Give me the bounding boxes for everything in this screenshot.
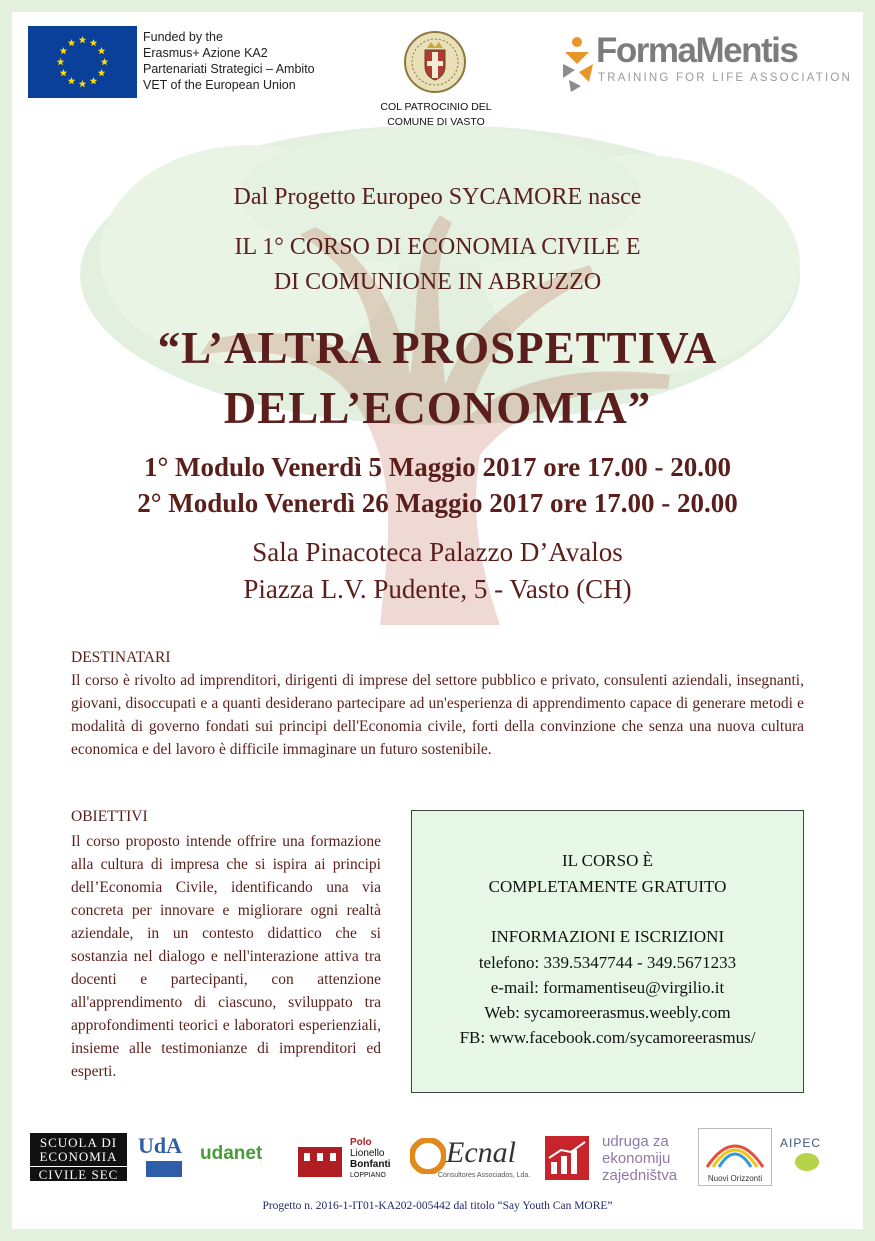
obiettivi-heading: OBIETTIVI — [71, 808, 148, 825]
eu-star-icon — [68, 39, 76, 46]
eu-star-icon — [79, 80, 87, 87]
udruga-line: udruga za — [602, 1133, 669, 1150]
sec-logo-line: CIVILE SEC — [30, 1166, 127, 1182]
eu-star-icon — [79, 36, 87, 43]
uda-logo — [138, 1133, 193, 1181]
phone-contact: telefono: 339.5347744 - 349.5671233 — [478, 953, 737, 972]
sec-logo-line: ECONOMIA — [39, 1149, 118, 1164]
polo-line: LOPPIANO — [350, 1172, 386, 1179]
formamentis-logo-icon — [559, 34, 599, 94]
free-course-line2: COMPLETAMENTE GRATUITO — [488, 877, 727, 896]
udanet-logo-text: udanet — [200, 1143, 263, 1164]
eu-star-icon — [101, 58, 109, 65]
course-name-line1: IL 1° CORSO DI ECONOMIA CIVILE E — [234, 234, 641, 260]
nuovi-orizzonti-text: Nuovi Orizzonti — [707, 1174, 763, 1183]
red-chart-logo-icon — [545, 1136, 589, 1180]
vasto-crest-icon — [403, 30, 467, 94]
course-name-line2: DI COMUNIONE IN ABRUZZO — [273, 269, 602, 295]
funding-statement — [143, 29, 315, 93]
sec-logo-line: SCUOLA DI — [39, 1135, 118, 1150]
sec-logo — [30, 1133, 127, 1181]
project-footer: Progetto n. 2016-1-IT01-KA202-005442 dal titolo “Say Youth Can MORE” — [262, 1200, 613, 1212]
polo-building-icon — [296, 1139, 344, 1179]
ecnal-logo-text: Ecnal — [446, 1136, 516, 1169]
polo-line: Lionello — [350, 1148, 385, 1159]
facebook-link[interactable]: FB: www.facebook.com/sycamoreerasmus/ — [459, 1028, 756, 1047]
destinatari-text: Il corso è rivolto ad imprenditori, dirigenti di imprese del settore pubblico e privato, consulenti aziendali, insegnanti, giovani, disoccupati e a quanti desiderano partecipare ad un'esperienza di apprendimento capace di generare metodi e modalità di governo fondati sui principi dell'Economia civile, forti della convinzione che senza una nuova cultura economica e del lavoro è difficile immaginare un futuro sostenibile. — [71, 672, 804, 758]
course-title-line2: DELL’ECONOMIA” — [223, 383, 652, 433]
eu-star-icon — [98, 69, 106, 76]
udruga-line: zajedništva — [602, 1167, 678, 1184]
udruga-logo — [602, 1133, 677, 1184]
eu-star-icon — [57, 58, 65, 65]
eu-star-icon — [90, 77, 98, 84]
udruga-line: ekonomiju — [602, 1150, 671, 1167]
ecnal-logo — [410, 1136, 534, 1182]
ecnal-swirl-icon — [410, 1138, 446, 1174]
module-2-schedule: 2° Modulo Venerdì 26 Maggio 2017 ore 17.00 - 20.00 — [137, 488, 738, 518]
funding-line: Erasmus+ Azione KA2 — [143, 46, 268, 60]
uda-building-icon — [146, 1161, 182, 1177]
polo-text — [350, 1137, 391, 1181]
email-contact: e-mail: formamentiseu@virgilio.it — [490, 978, 725, 997]
web-link[interactable]: Web: sycamoreerasmus.weebly.com — [484, 1003, 731, 1022]
patronage-line: COL PATROCINIO DEL — [380, 101, 492, 113]
ecnal-subtitle: Consultores Associados, Lda. — [438, 1172, 531, 1179]
eu-star-icon — [98, 47, 106, 54]
eu-star-icon — [60, 69, 68, 76]
eu-stars-icon — [28, 26, 137, 98]
rainbow-icon — [699, 1129, 771, 1169]
aipec-logo — [780, 1136, 840, 1180]
headline-intro: Dal Progetto Europeo SYCAMORE nasce — [233, 184, 642, 210]
funding-line: Partenariati Strategici – Ambito — [143, 62, 315, 76]
venue-address: Piazza L.V. Pudente, 5 - Vasto (CH) — [243, 574, 632, 604]
aipec-logo-text: AIPEC — [780, 1136, 822, 1150]
module-1-schedule: 1° Modulo Venerdì 5 Maggio 2017 ore 17.00 - 20.00 — [143, 452, 732, 482]
info-heading: INFORMAZIONI E ISCRIZIONI — [490, 927, 725, 946]
eu-flag-logo — [28, 26, 137, 98]
uda-logo-text: UdA — [138, 1133, 183, 1158]
eu-star-icon — [60, 47, 68, 54]
destinatari-heading: DESTINATARI — [71, 649, 171, 666]
polo-bonfanti-logo — [296, 1137, 400, 1183]
info-box — [411, 810, 804, 1093]
obiettivi-text: Il corso proposto intende offrire una formazione alla cultura di impresa che si ispira ai principi dell’Economia Civile, identificando una via concreta per innovare e migliorare ogni realtà aziendale, in un contesto didattico che si sostanzia nel dialogo e nell'interazione attiva tra docenti e partecipanti, con attenzione all'apprendimento di ciascuno, sviluppato tra approfondimenti teorici e laboratori esperienziali, insieme alle testimonianze di imprenditori ed esperti. — [71, 833, 381, 1080]
course-title-line1: “L’ALTRA PROSPETTIVA — [157, 323, 718, 373]
funding-line: Funded by the — [143, 30, 223, 44]
venue-name: Sala Pinacoteca Palazzo D’Avalos — [252, 537, 623, 567]
formamentis-name: FormaMentis — [596, 31, 798, 70]
polo-line: Bonfanti — [350, 1159, 391, 1170]
polo-line: Polo — [350, 1137, 372, 1148]
nuovi-orizzonti-logo — [698, 1128, 772, 1186]
eu-star-icon — [68, 77, 76, 84]
udanet-logo — [200, 1143, 278, 1179]
formamentis-tagline: TRAINING FOR LIFE ASSOCIATION — [598, 72, 852, 84]
funding-line: VET of the European Union — [143, 78, 296, 92]
free-course-line1: IL CORSO È — [562, 851, 653, 870]
eu-star-icon — [90, 39, 98, 46]
aipec-leaf-icon — [792, 1150, 822, 1174]
patronage-line: COMUNE DI VASTO — [387, 116, 485, 128]
